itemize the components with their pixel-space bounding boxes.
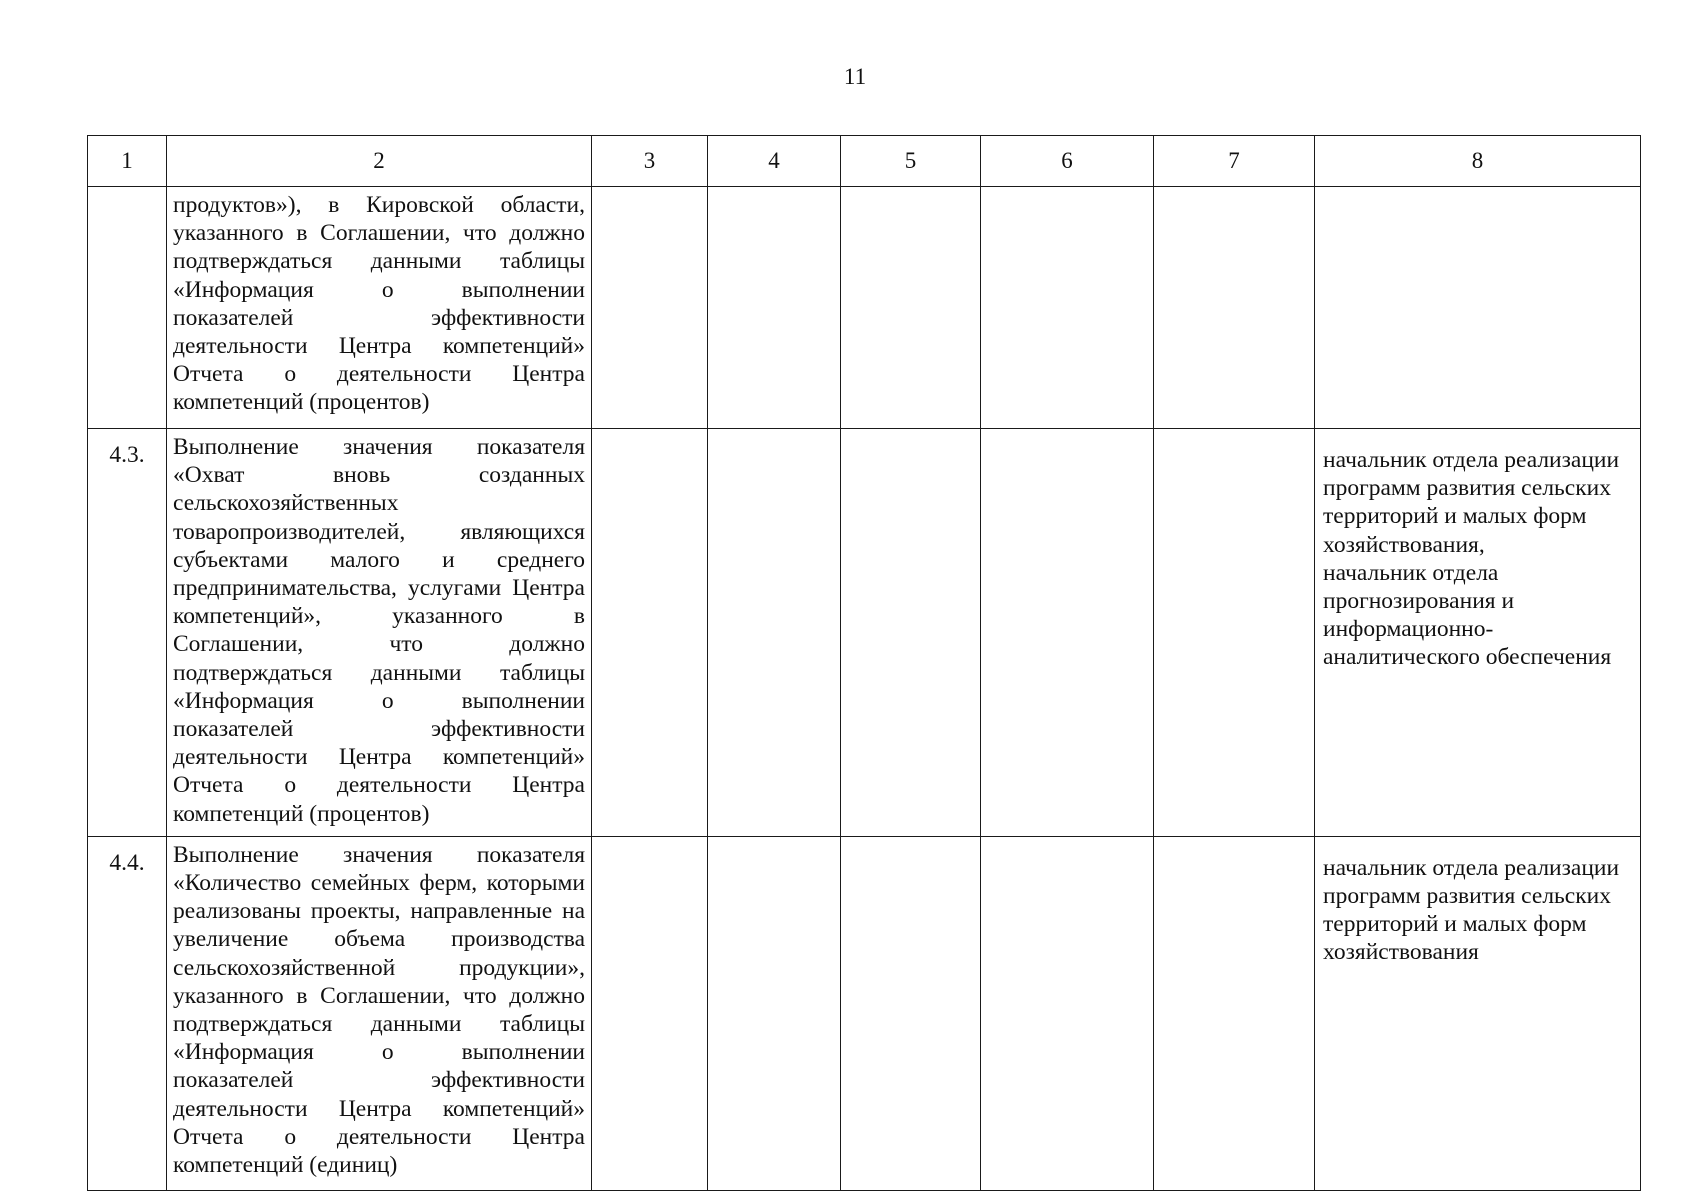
row-description: Выполнение значения показателя «Количество семейных ферм, которыми реализованы проекты, направленные на увеличение объема производства сельскохозяйственной продукции», указанного в Соглашении, что должно подтверждаться данными таблицы «Информация о выполнении показателей эффективности деятельности Центра компетенций» Отчета о деятельности Центра компетенций (единиц)	[167, 836, 592, 1190]
row-number: 4.3.	[88, 429, 167, 837]
header-cell-1: 1	[88, 136, 167, 187]
cell-col-3	[592, 187, 708, 429]
row-number	[88, 187, 167, 429]
table-row	[88, 187, 1641, 429]
cell-col-6	[981, 429, 1154, 837]
responsible-line: начальник отдела прогнозирования и информационно-аналитического обеспечения	[1323, 559, 1612, 671]
cell-col-3	[592, 429, 708, 837]
cell-col-4	[708, 429, 841, 837]
cell-col-5	[841, 429, 981, 837]
cell-col-7	[1154, 187, 1315, 429]
row-number: 4.4.	[88, 836, 167, 1190]
table-row	[88, 836, 1641, 1190]
cell-col-4	[708, 187, 841, 429]
cell-col-6	[981, 836, 1154, 1190]
row-responsible	[1315, 187, 1641, 429]
header-cell-2: 2	[167, 136, 592, 187]
header-cell-5: 5	[841, 136, 981, 187]
header-cell-4: 4	[708, 136, 841, 187]
cell-col-5	[841, 187, 981, 429]
row-responsible	[1315, 429, 1641, 837]
responsible-line: начальник отдела реализации программ развития сельских территорий и малых форм хозяйствования	[1323, 854, 1620, 966]
cell-col-6	[981, 187, 1154, 429]
header-cell-6: 6	[981, 136, 1154, 187]
responsible-line: начальник отдела реализации программ развития сельских территорий и малых форм хозяйствования,	[1323, 447, 1620, 558]
page-number: 11	[843, 64, 867, 89]
row-responsible	[1315, 836, 1641, 1190]
row-description: продуктов»), в Кировской области, указанного в Соглашении, что должно подтверждаться данными таблицы «Информация о выполнении показателей эффективности деятельности Центра компетенций» Отчета о деятельности Центра компетенций (процентов)	[167, 187, 592, 429]
header-cell-8: 8	[1315, 136, 1641, 187]
header-cell-3: 3	[592, 136, 708, 187]
measures-table	[87, 135, 1641, 1191]
cell-col-3	[592, 836, 708, 1190]
header-cell-7: 7	[1154, 136, 1315, 187]
cell-col-5	[841, 836, 981, 1190]
row-description: Выполнение значения показателя «Охват вновь созданных сельскохозяйственных товаропроизводителей, являющихся субъектами малого и среднего предпринимательства, услугами Центра компетенций», указанного в Соглашении, что должно подтверждаться данными таблицы «Информация о выполнении показателей эффективности деятельности Центра компетенций» Отчета о деятельности Центра компетенций (процентов)	[167, 429, 592, 837]
cell-col-7	[1154, 429, 1315, 837]
cell-col-4	[708, 836, 841, 1190]
table-header-row	[88, 136, 1641, 187]
table-row	[88, 429, 1641, 837]
cell-col-7	[1154, 836, 1315, 1190]
